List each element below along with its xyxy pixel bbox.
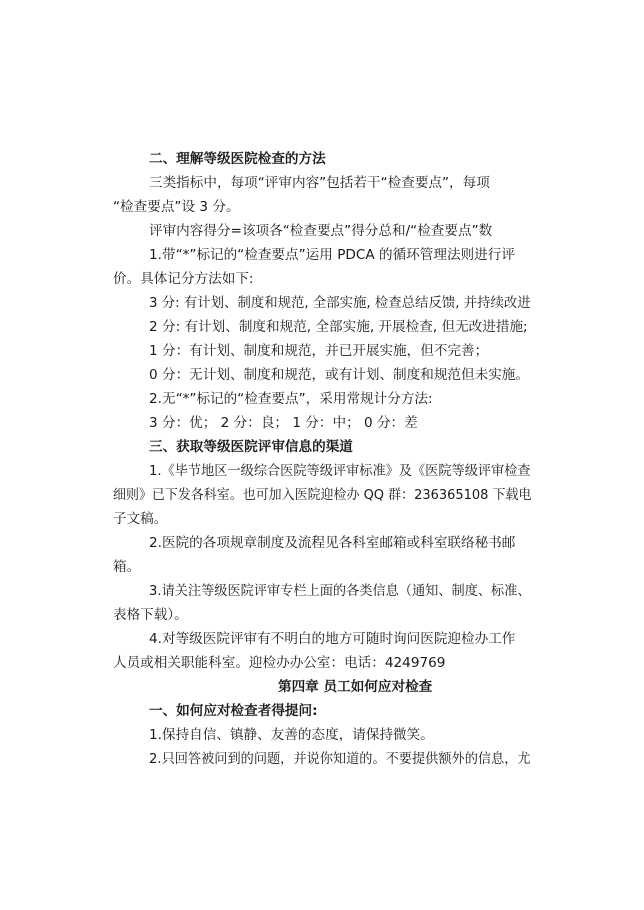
- paragraph-line: 4.对等级医院评审有不明白的地方可随时询问医院迎检办工作: [149, 631, 516, 647]
- paragraph-line: “检查要点”设 3 分。: [113, 199, 240, 215]
- paragraph-line: 1 分：有计划、制度和规范，并已开展实施，但不完善；: [149, 343, 489, 359]
- paragraph-line: 评审内容得分=该项各“检查要点”得分总和/“检查要点”数: [149, 223, 493, 239]
- paragraph-line: 人员或相关职能科室。迎检办办公室：电话：4249769: [113, 655, 446, 671]
- paragraph-line: 3 分: 有计划、制度和规范, 全部实施, 检查总结反馈, 并持续改进: [149, 295, 531, 311]
- paragraph-line: 箱。: [113, 559, 141, 575]
- paragraph-line: 子文稿。: [113, 511, 168, 527]
- paragraph-line: 2 分: 有计划、制度和规范, 全部实施, 开展检查, 但无改进措施;: [149, 319, 528, 335]
- paragraph-line: 1.带“*”标记的“检查要点”运用 PDCA 的循环管理法则进行评: [149, 247, 515, 263]
- paragraph-line: 2.医院的各项规章制度及流程见各科室邮箱或科室联络秘书邮: [149, 535, 516, 551]
- paragraph-line: 1.保持自信、镇静、友善的态度，请保持微笑。: [149, 727, 434, 743]
- paragraph-line: 细则》已下发各科室。也可加入医院迎检办 QQ 群：236365108 下载电: [113, 487, 532, 503]
- paragraph-line: 三类指标中，每项“评审内容”包括若干“检查要点”，每项: [149, 175, 490, 191]
- section-heading: 三、获取等级医院评审信息的渠道: [149, 439, 353, 455]
- section-heading: 一、如何应对检查者得提问:: [149, 703, 318, 719]
- paragraph-line: 1.《毕节地区一级综合医院等级评审标准》及《医院等级评审检查: [149, 463, 531, 479]
- chapter-title: 第四章 员工如何应对检查: [278, 679, 433, 695]
- paragraph-line: 3 分：优； 2 分：良； 1 分：中； 0 分：差: [149, 415, 418, 431]
- section-heading: 二、理解等级医院检查的方法: [149, 151, 326, 167]
- paragraph-line: 2.无“*”标记的“检查要点”，采用常规计分方法:: [149, 391, 433, 407]
- paragraph-line: 价。具体记分方法如下:: [113, 271, 254, 287]
- paragraph-line: 2.只回答被问到的问题，并说你知道的。不要提供额外的信息，尤: [149, 751, 531, 767]
- paragraph-line: 表格下载）。: [113, 607, 188, 623]
- paragraph-line: 3.请关注等级医院评审专栏上面的各类信息（通知、制度、标准、: [149, 583, 531, 599]
- paragraph-line: 0 分：无计划、制度和规范，或有计划、制度和规范但未实施。: [149, 367, 529, 383]
